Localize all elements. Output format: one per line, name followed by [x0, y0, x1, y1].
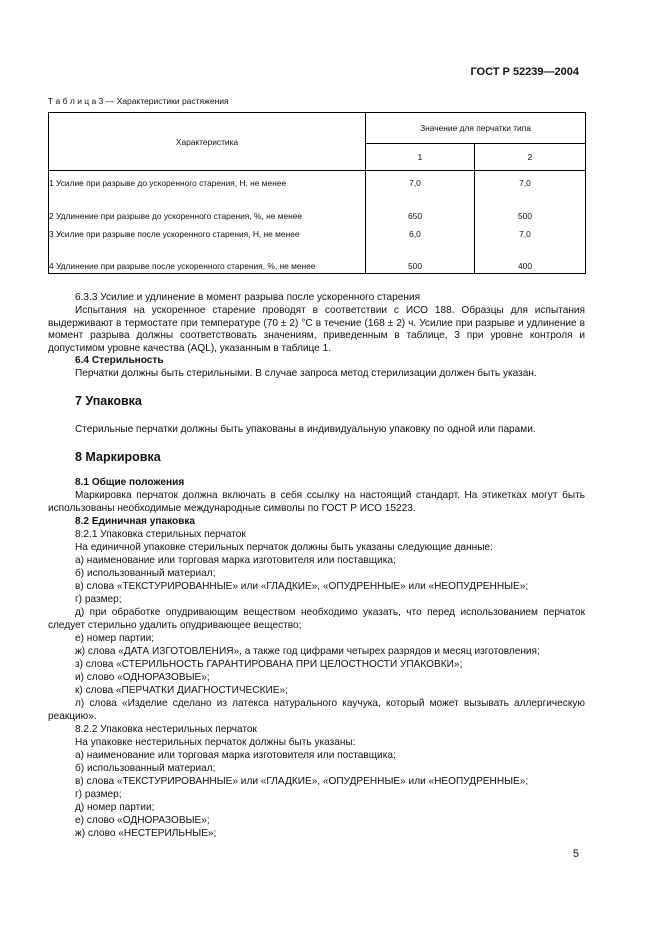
table-caption: Т а б л и ц а 3 — Характеристики растяжения: [48, 96, 229, 106]
list-item: ж) слова «ДАТА ИЗГОТОВЛЕНИЯ», а также год цифрами четырех разрядов и месяц изготовления;: [75, 646, 540, 657]
table-row: [49, 223, 586, 241]
list-item: е) номер партии;: [75, 633, 155, 644]
table-cell-type1: 6,0: [366, 223, 475, 241]
table-cell-characteristic: 1 Усилие при разрыве до ускоренного старения, Н, не менее: [49, 171, 366, 191]
list-item: к) слова «ПЕРЧАТКИ ДИАГНОСТИЧЕСКИЕ»;: [75, 685, 288, 696]
table-cell-type1: 500: [366, 241, 475, 274]
list-item: з) слова «СТЕРИЛЬНОСТЬ ГАРАНТИРОВАНА ПРИ ЦЕЛОСТНОСТИ УПАКОВКИ»;: [75, 659, 463, 670]
page-number: 5: [572, 848, 579, 860]
section-8-title: 8 Маркировка: [75, 450, 161, 464]
section-7-body: Стерильные перчатки должны быть упакованы в индивидуальную упаковку по одной или парами.: [75, 424, 536, 435]
table-cell-characteristic: 3 Усилие при разрыве после ускоренного старения, Н, не менее: [49, 223, 366, 241]
list-item: а) наименование или торговая марка изготовителя или поставщика;: [75, 750, 396, 761]
section-6-3-3-title: 6.3.3 Усилие и удлинение в момент разрыва после ускоренного старения: [75, 292, 421, 303]
table-head-value-group: Значение для перчатки типа: [366, 113, 586, 144]
table-head-type-1: 1: [366, 144, 475, 171]
tensile-properties-table: [48, 112, 586, 274]
table-cell-characteristic: 4 Удлинение при разрыве после ускоренного старения, %, не менее: [49, 241, 366, 274]
table-cell-type2: 7,0: [475, 223, 586, 241]
table-cell-type2: 7,0: [475, 171, 586, 191]
table-row: [49, 190, 586, 223]
section-8-2-2-intro: На упаковке нестерильных перчаток должны быть указаны:: [75, 737, 356, 748]
list-item: д) номер партии;: [75, 802, 155, 813]
list-item: д) при обработке опудривающим веществом необходимо указать, что перед использованием перчаток следует стерильно удалить опудривающее вещество;: [48, 607, 585, 631]
section-6-3-3-body: Испытания на ускоренное старение проводят в соответствии с ИСО 188. Образцы для испытания выдерживают в термостате при температуре (70 ± 2) °С в течение (168 ± 2) ч. Усилие при разрыве и удлинение в момент разрыва должны соответствовать значениям, приведенным в таблице, 3 при уровне контроля и допустимом уровне качества (AQL), указанным в таблице 1.: [48, 305, 585, 354]
list-item: в) слова «ТЕКСТУРИРОВАННЫЕ» или «ГЛАДКИЕ», «ОПУДРЕННЫЕ» или «НЕОПУДРЕННЫЕ»;: [75, 776, 529, 787]
document-header-id: ГОСТ Р 52239—2004: [470, 66, 579, 78]
list-item: и) слово «ОДНОРАЗОВЫЕ»;: [75, 672, 210, 683]
section-8-1-body: Маркировка перчаток должна включать в себя ссылку на настоящий стандарт. На этикетках могут быть использованы необходимые международные символы по ГОСТ Р ИСО 15223.: [48, 490, 585, 514]
section-7-title: 7 Упаковка: [75, 394, 142, 408]
list-item: е) слово «ОДНОРАЗОВЫЕ»;: [75, 815, 210, 826]
table-row: [49, 241, 586, 274]
section-8-2-1-title: 8.2.1 Упаковка стерильных перчаток: [75, 529, 246, 540]
table-head-type-2: 2: [475, 144, 586, 171]
list-item: б) использованный материал;: [75, 568, 216, 579]
table-cell-characteristic: 2 Удлинение при разрыве до ускоренного старения, %, не менее: [49, 190, 366, 223]
list-item: б) использованный материал;: [75, 763, 216, 774]
table-head-characteristic: Характеристика: [49, 113, 366, 171]
table-cell-type2: 400: [475, 241, 586, 274]
section-8-2-1-intro: На единичной упаковке стерильных перчаток должны быть указаны следующие данные:: [75, 542, 493, 553]
list-item: л) слова «Изделие сделано из латекса натурального каучука, который может вызывать аллергическую реакцию».: [48, 698, 585, 722]
list-item: а) наименование или торговая марка изготовителя или поставщика;: [75, 555, 396, 566]
section-8-2-title: 8.2 Единичная упаковка: [75, 516, 196, 527]
section-6-4-body: Перчатки должны быть стерильными. В случае запроса метод стерилизации должен быть указан.: [75, 368, 537, 379]
list-item: ж) слово «НЕСТЕРИЛЬНЫЕ»;: [75, 828, 217, 839]
table-cell-type1: 650: [366, 190, 475, 223]
section-8-1-title: 8.1 Общие положения: [75, 477, 185, 488]
table-cell-type2: 500: [475, 190, 586, 223]
table-row: [49, 171, 586, 191]
section-6-4-title: 6.4 Стерильность: [75, 355, 164, 366]
list-item: г) размер;: [75, 789, 122, 800]
list-item: г) размер;: [75, 594, 122, 605]
section-8-2-2-title: 8.2.2 Упаковка нестерильных перчаток: [75, 724, 257, 735]
list-item: в) слова «ТЕКСТУРИРОВАННЫЕ» или «ГЛАДКИЕ», «ОПУДРЕННЫЕ» или «НЕОПУДРЕННЫЕ»;: [75, 581, 529, 592]
table-cell-type1: 7,0: [366, 171, 475, 191]
